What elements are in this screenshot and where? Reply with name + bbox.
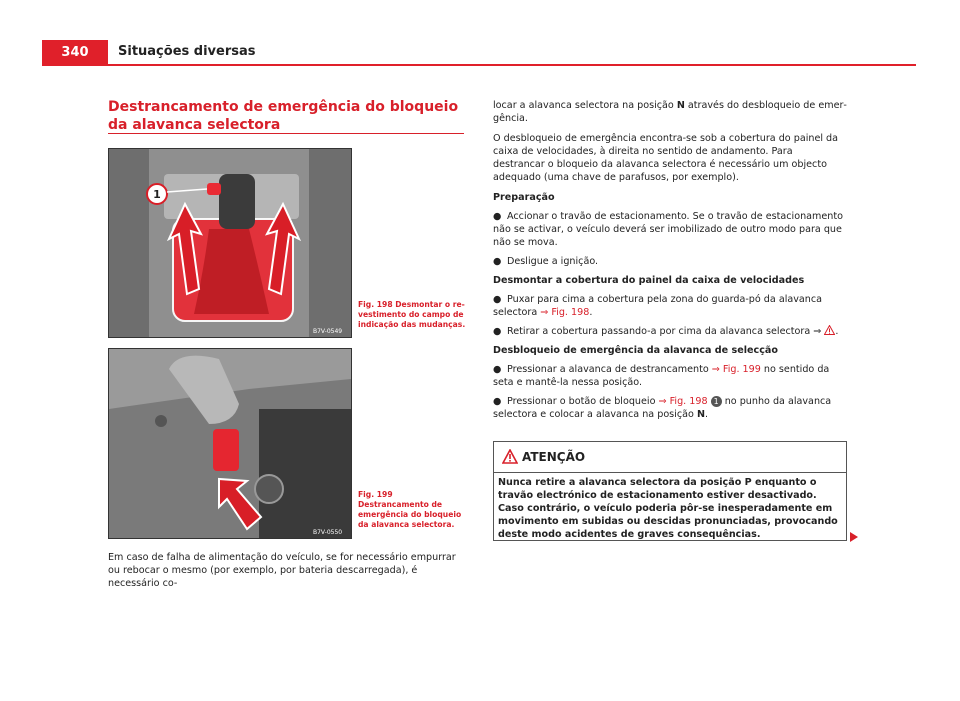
paragraph-2: O desbloqueio de emergência encontra-se sob a cobertura do painel da caixa de velocidades, à direita no sentido de andamento. Para destrancar o bloqueio da alavanca selectora é necessário um objecto adequado (uma chave de parafusos, por exemplo). [493, 133, 839, 183]
figure-198-link[interactable]: ⇒ Fig. 198 [658, 396, 708, 407]
figure-199-caption: Fig. 199 Destrancamento de emergência do bloqueio da alavanca selectora. [358, 490, 462, 529]
warning-icon[interactable] [824, 325, 835, 335]
paragraph-1: locar a alavanca selectora na posição N através do desbloqueio de emergência. [493, 100, 847, 124]
list-item: ● Puxar para cima a cobertura pela zona do guarda-pó da alavanca selectora ⇒ Fig. 198. [493, 294, 823, 318]
list-item: ● Pressionar o botão de bloqueio ⇒ Fig. 198 1 no punho da alavanca selectora e colocar a alavanca na posição N. [493, 396, 832, 420]
running-title: Situações diversas [108, 40, 916, 66]
left-paragraph: Em caso de falha de alimentação do veículo, se for necessário empurrar ou rebocar o mesmo (por exemplo, por bateria descarregada), é necessário co- [108, 552, 456, 589]
warning-box [493, 441, 847, 541]
heading-remove-cover: Desmontar a cobertura do painel da caixa de velocidades [493, 275, 805, 286]
page-number: 340 [42, 40, 108, 66]
figure-198-photo [108, 148, 352, 338]
list-item: ● Pressionar a alavanca de destrancamento ⇒ Fig. 199 no sentido da seta e mantê-la nessa posição. [493, 364, 830, 388]
continue-arrow-icon [850, 532, 858, 542]
warning-text: Nunca retire a alavanca selectora da posição P enquanto o travão electrónico de estacionamento estiver desactivado. Caso contrário, o veículo poderia pôr-se inesperadamente em movimento em subidas ou descidas pronunciadas, provocando deste modo acidentes de graves consequências. [498, 477, 838, 540]
heading-emergency-unlock: Desbloqueio de emergência da alavanca de selecção [493, 345, 778, 356]
figure-199-photo [108, 348, 352, 539]
photo-code-198: B7V-0549 [313, 328, 343, 335]
warning-triangle-icon [502, 449, 518, 464]
warning-title: ATENÇÃO [522, 450, 586, 464]
right-column [493, 99, 847, 427]
figure-198-caption: Fig. 198 Desmontar o revestimento do campo de indicação das mudanças. [358, 300, 466, 329]
list-item: ● Retirar a cobertura passando-a por cima da alavanca selectora ⇒ . [493, 326, 839, 337]
gear-shifter-illustration [109, 149, 351, 337]
figure-198-link[interactable]: ⇒ Fig. 198 [540, 307, 590, 318]
warning-header [494, 442, 846, 473]
figure-199-link[interactable]: ⇒ Fig. 199 [711, 364, 761, 375]
section-rule [108, 133, 464, 134]
list-item: ● Accionar o travão de estacionamento. Se o travão de estacionamento não se activar, o veículo deverá ser imobilizado de outro modo para que não se mova. [493, 211, 843, 248]
release-lever-illustration [109, 349, 351, 538]
list-item: ● Desligue a ignição. [493, 256, 599, 267]
heading-preparation: Preparação [493, 192, 555, 203]
section-title: Destrancamento de emergência do bloqueio da alavanca selectora [108, 99, 459, 133]
callout-1-badge: 1 [711, 396, 722, 407]
callout-1: 1 [153, 188, 161, 201]
photo-code-199: B7V-0550 [313, 529, 343, 536]
